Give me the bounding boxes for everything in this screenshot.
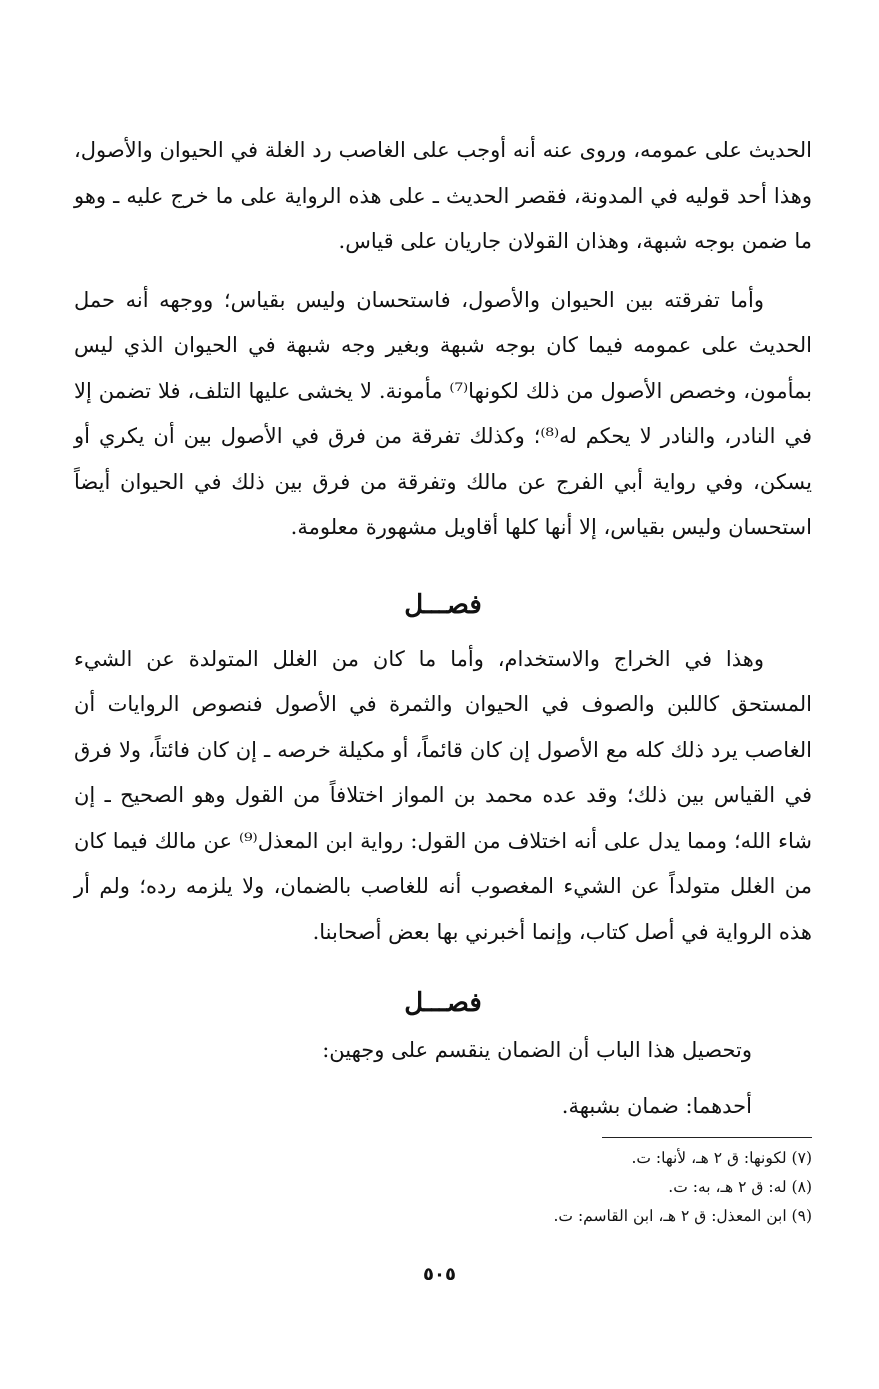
section-heading-2: فصـــل (404, 988, 482, 1018)
footnote-9: (٩) ابن المعذل: ق ٢ هـ، ابن القاسم: ت. (553, 1207, 812, 1225)
footnotes-list (74, 1144, 812, 1231)
footnote-7: (٧) لكونها: ق ٢ هـ، لأنها: ت. (631, 1149, 812, 1167)
subline-1: وتحصيل هذا الباب أن الضمان ينقسم على وجهين: (322, 1038, 752, 1062)
section-heading-1: فصـــل (404, 589, 482, 620)
subline-2: أحدهما: ضمان بشبهة. (561, 1094, 752, 1118)
page-body (74, 128, 812, 1231)
paragraph-1: الحديث على عمومه، وروى عنه أنه أوجب على الغاصب رد الغلة في الحيوان والأصول، وهذا أحد قوليه في المدونة، فقصر الحديث ـ على هذه الرواية على ما خرج عليه ـ وهو ما ضمن بوجه شبهة، وهذان القولان جاريان على قياس. (74, 138, 812, 253)
page-number: ٥٠٥ (423, 1264, 456, 1285)
paragraph-3: وهذا في الخراج والاستخدام، وأما ما كان من الغلل المتولدة عن الشيء المستحق كاللبن والصوف في الحيوان والثمرة في الأصول فنصوص الروايات أن الغاصب يرد ذلك كله مع الأصول إن كان قائماً، أو مكيلة خرصه ـ إن كان فائتاً، ولا فرق في القياس بين ذلك؛ وقد عده محمد بن المواز اختلافاً من القول وهو الصحيح ـ إن شاء الله؛ ومما يدل على أنه اختلاف من القول: رواية ابن المعذل⁽⁹⁾ عن مالك فيما كان من الغلل متولداً عن الشيء المغصوب أنه للغاصب بالضمان، ولا يلزمه رده؛ ولم أر هذه الرواية في أصل كتاب، وإنما أخبرني بها بعض أصحابنا. (74, 646, 812, 944)
footnote-8: (٨) له: ق ٢ هـ، به: ت. (668, 1178, 812, 1196)
footnote-divider (602, 1137, 812, 1138)
paragraph-2: وأما تفرقته بين الحيوان والأصول، فاستحسان وليس بقياس؛ ووجهه أنه حمل الحديث على عمومه فيما كان بوجه شبهة وبغير وجه شبهة في الحيوان الذي ليس بمأمون، وخصص الأصول من ذلك لكونها⁽⁷⁾ مأمونة. لا يخشى عليها التلف، فلا تضمن إلا في النادر، والنادر لا يحكم له⁽⁸⁾؛ وكذلك تفرقة من فرق في الأصول بين أن يكري أو يسكن، وفي رواية أبي الفرج عن مالك وتفرقة من فرق بين ذلك في الحيوان أيضاً استحسان وليس بقياس، إلا أنها كلها أقاويل مشهورة معلومة. (74, 287, 812, 539)
